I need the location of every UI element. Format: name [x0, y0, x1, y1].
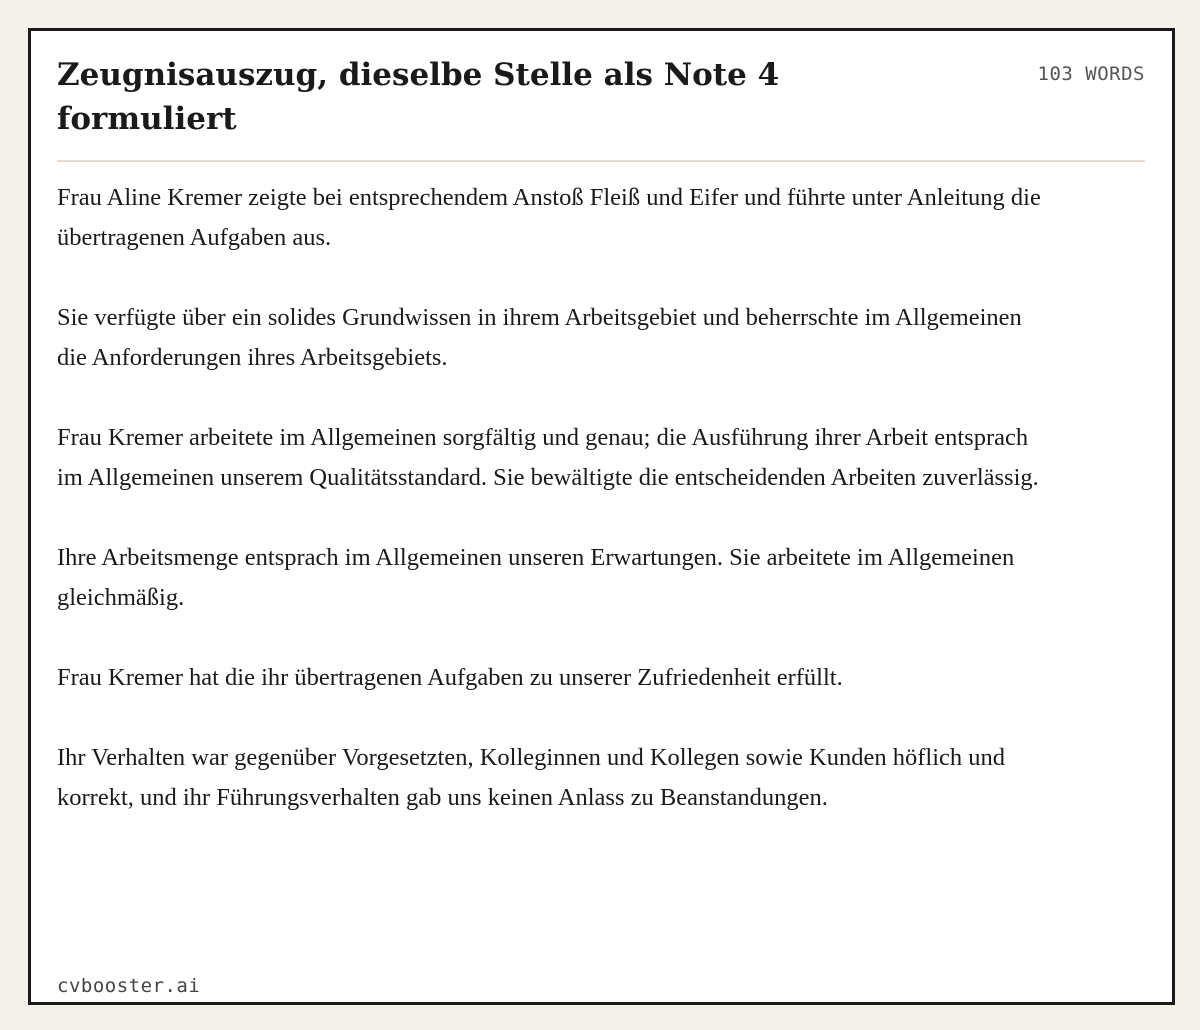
paragraph-4: Ihre Arbeitsmenge entsprach im Allgemeinen unseren Erwartungen. Sie arbeitete im Allgemeinen gleichmäßig. — [57, 544, 1015, 611]
footer-brand: cvbooster.ai — [57, 975, 201, 997]
header-divider — [57, 160, 1145, 162]
paragraph-6: Ihr Verhalten war gegenüber Vorgesetzten, Kolleginnen und Kollegen sowie Kunden höflich und korrekt, und ihr Führungsverhalten gab uns keinen Anlass zu Beanstandungen. — [57, 744, 1005, 811]
document-body — [57, 178, 1047, 858]
paragraph-1: Frau Aline Kremer zeigte bei entsprechendem Anstoß Fleiß und Eifer und führte unter Anleitung die übertragenen Aufgaben aus. — [57, 184, 1041, 251]
paragraph-3: Frau Kremer arbeitete im Allgemeinen sorgfältig und genau; die Ausführung ihrer Arbeit entsprach im Allgemeinen unserem Qualitätsstandard. Sie bewältigte die entscheidenden Arbeiten zuverlässig. — [57, 424, 1039, 491]
document-header — [57, 53, 1145, 163]
paragraph-2: Sie verfügte über ein solides Grundwissen in ihrem Arbeitsgebiet und beherrschte im Allgemeinen die Anforderungen ihres Arbeitsgebiets. — [57, 304, 1022, 371]
document-card — [28, 28, 1175, 1005]
paragraph-5: Frau Kremer hat die ihr übertragenen Aufgaben zu unserer Zufriedenheit erfüllt. — [57, 664, 843, 691]
document-title: Zeugnisauszug, dieselbe Stelle als Note 4 formuliert — [57, 57, 780, 137]
word-count-badge: 103 WORDS — [1037, 63, 1145, 85]
